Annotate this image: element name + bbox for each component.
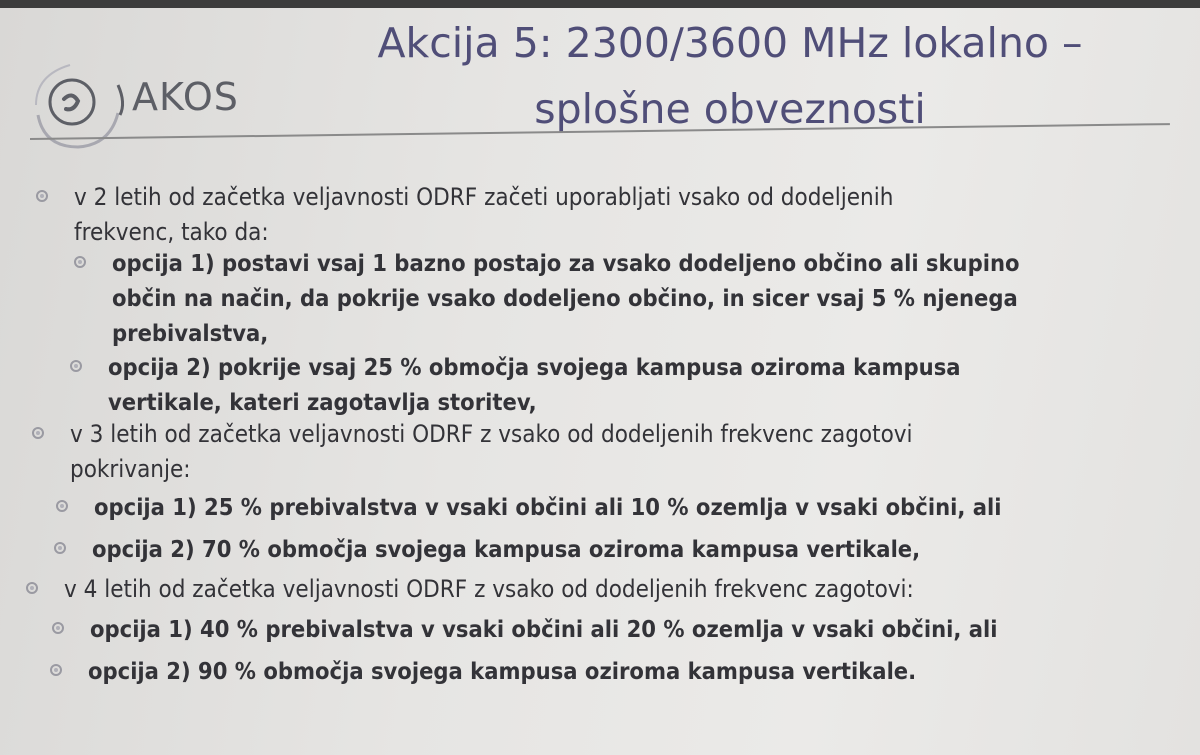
bullet-icon bbox=[70, 360, 82, 372]
list-item bbox=[88, 654, 916, 689]
title-line-2: splošne obveznosti bbox=[534, 85, 926, 133]
item-line: prebivalstva, bbox=[112, 319, 269, 347]
list-item bbox=[108, 350, 961, 420]
list-item bbox=[64, 572, 914, 607]
item-line: vertikale, kateri zagotavlja storitev, bbox=[108, 388, 537, 416]
list-item bbox=[92, 532, 920, 567]
item-line: pokrivanje: bbox=[70, 455, 191, 483]
top-edge-bar bbox=[0, 0, 1200, 8]
item-line: v 2 letih od začetka veljavnosti ODRF začeti uporabljati vsako od dodeljenih bbox=[74, 183, 894, 211]
list-item bbox=[74, 180, 893, 250]
bullet-icon bbox=[56, 500, 68, 512]
bullet-icon bbox=[50, 664, 62, 676]
item-line: v 4 letih od začetka veljavnosti ODRF z vsako od dodeljenih frekvenc zagotovi: bbox=[64, 575, 914, 603]
item-line: občin na način, da pokrije vsako dodeljeno občino, in sicer vsaj 5 % njenega bbox=[112, 284, 1018, 312]
item-line: opcija 2) pokrije vsaj 25 % območja svojega kampusa oziroma kampusa bbox=[108, 353, 961, 381]
item-line: opcija 2) 90 % območja svojega kampusa oziroma kampusa vertikale. bbox=[88, 657, 917, 685]
list-item bbox=[70, 417, 913, 487]
title-line-1: Akcija 5: 2300/3600 MHz lokalno – bbox=[377, 19, 1083, 67]
item-line: opcija 1) 40 % prebivalstva v vsaki občini ali 20 % ozemlja v vsaki občini, ali bbox=[90, 615, 998, 643]
bullet-icon bbox=[52, 622, 64, 634]
list-item bbox=[90, 612, 998, 647]
item-line: frekvenc, tako da: bbox=[74, 218, 269, 246]
bullet-icon bbox=[32, 427, 44, 439]
bullet-icon bbox=[36, 190, 48, 202]
logo-text: AKOS bbox=[132, 75, 239, 119]
item-line: opcija 2) 70 % območja svojega kampusa oziroma kampusa vertikale, bbox=[92, 535, 921, 563]
akos-logo-icon bbox=[30, 55, 130, 155]
list-item bbox=[94, 490, 1002, 525]
item-line: opcija 1) postavi vsaj 1 bazno postajo za vsako dodeljeno občino ali skupino bbox=[112, 249, 1020, 277]
item-line: opcija 1) 25 % prebivalstva v vsaki občini ali 10 % ozemlja v vsaki občini, ali bbox=[94, 493, 1002, 521]
bullet-icon bbox=[74, 256, 86, 268]
akos-logo bbox=[30, 55, 260, 155]
bullet-icon bbox=[54, 542, 66, 554]
list-item bbox=[112, 246, 1020, 351]
bullet-icon bbox=[26, 582, 38, 594]
slide-title bbox=[300, 10, 1160, 142]
item-line: v 3 letih od začetka veljavnosti ODRF z vsako od dodeljenih frekvenc zagotovi bbox=[70, 420, 913, 448]
